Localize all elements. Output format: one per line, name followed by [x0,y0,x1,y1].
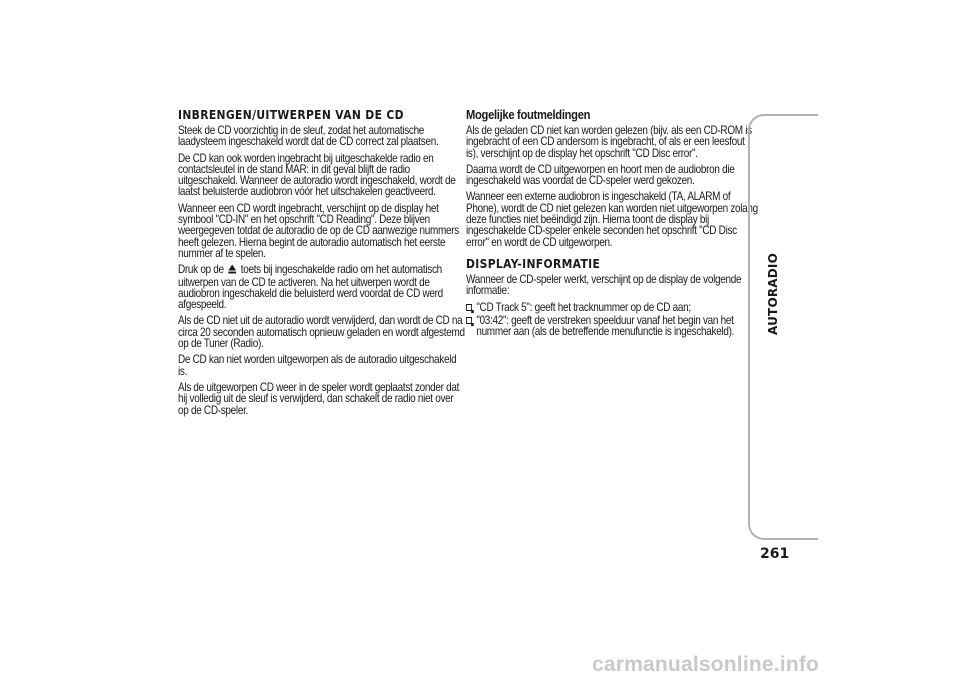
paragraph: Wanneer een externe audiobron is ingeschakeld (TA, ALARM of Phone), wordt de CD niet gelezen kan worden niet uitgeworpen zolang deze functies niet beëindigd zijn. Hierna toont de display bij ingeschakelde CD-speler enkele seconden het opschrift "CD Disc error" en wordt de CD uitgeworpen. [466,190,758,249]
list-item-text: "03:42": geeft de verstreken speelduur vanaf het begin van het nummer aan (als de betreffende menufunctie is ingeschakeld). [476,313,735,339]
watermark: carmanualsonline.info [592,653,820,676]
paragraph: Als de CD niet uit de autoradio wordt verwijderd, dan wordt de CD na circa 20 seconden automatisch opnieuw geladen en wordt afgestemd op de Tuner (Radio). [178,314,465,351]
left-column [178,108,465,421]
paragraph: De CD kan ook worden ingebracht bij uitgeschakelde radio en contactsleutel in de stand MAR: in dit geval blijft de radio uitgeschakeld. Wanneer de autoradio wordt ingeschakeld, wordt de laatst beluisterde audiobron vóór het uitschakelen geactiveerd. [178,151,456,199]
section-heading-display-info: DISPLAY-INFORMATIE [466,255,601,271]
paragraph: Als de geladen CD niet kan worden gelezen (bijv. als een CD-ROM is ingebracht of een CD andersom is ingebracht, of als er een leesfout is), verschijnt op de display het opschrift "CD Disc error". [466,124,752,160]
paragraph: Wanneer een CD wordt ingebracht, verschijnt op de display het symbool "CD-IN" en het opschrift "CD Reading". Deze blijven weergegeven totdat de autoradio de op de CD aanwezige nummers heeft gelezen. Hierna begint de autoradio automatisch het eerste nummer af te spelen. [178,201,459,260]
list-item [466,315,758,338]
checkbox-bullet-icon [466,317,472,324]
bullet-list [466,302,758,338]
section-heading-insert-eject: INBRENGEN/UITWERPEN VAN DE CD [178,107,404,122]
list-item-text: "CD Track 5": geeft het tracknummer op de CD aan; [476,300,691,314]
section-label: AUTORADIO [766,252,780,335]
checkbox-bullet-icon [466,304,472,311]
side-tab-frame [748,114,818,540]
paragraph-text: toets bij ingeschakelde radio om het automatisch uitwerpen van de CD te activeren. Na het uitwerpen wordt de audiobron ingeschakeld die beluisterd werd voordat de CD werd afgespeeld. [178,263,443,312]
subheading-error-messages: Mogelijke foutmeldingen [466,107,591,122]
paragraph: Steek de CD voorzichtig in de sleuf, zodat het automatische laadysteem ingeschakeld wordt dat de CD correct zal plaatsen. [178,124,439,149]
paragraph-eject [178,264,465,310]
list-item [466,302,758,313]
paragraph: Daarna wordt de CD uitgeworpen en hoort men de audiobron die ingeschakeld was voordat de CD-speler werd gekozen. [466,162,735,188]
paragraph: Als de uitgeworpen CD weer in de speler wordt geplaatst zonder dat hij volledig uit de sleuf is verwijderd, dan schakelt de radio niet over op de CD-speler. [178,380,460,417]
paragraph: Wanneer de CD-speler werkt, verschijnt op de display de volgende informatie: [466,272,742,298]
page-number: 261 [760,546,790,562]
paragraph-text: Druk op de [178,263,224,277]
paragraph: De CD kan niet worden uitgeworpen als de autoradio uitgeschakeld is. [178,353,457,378]
right-column [466,108,758,339]
